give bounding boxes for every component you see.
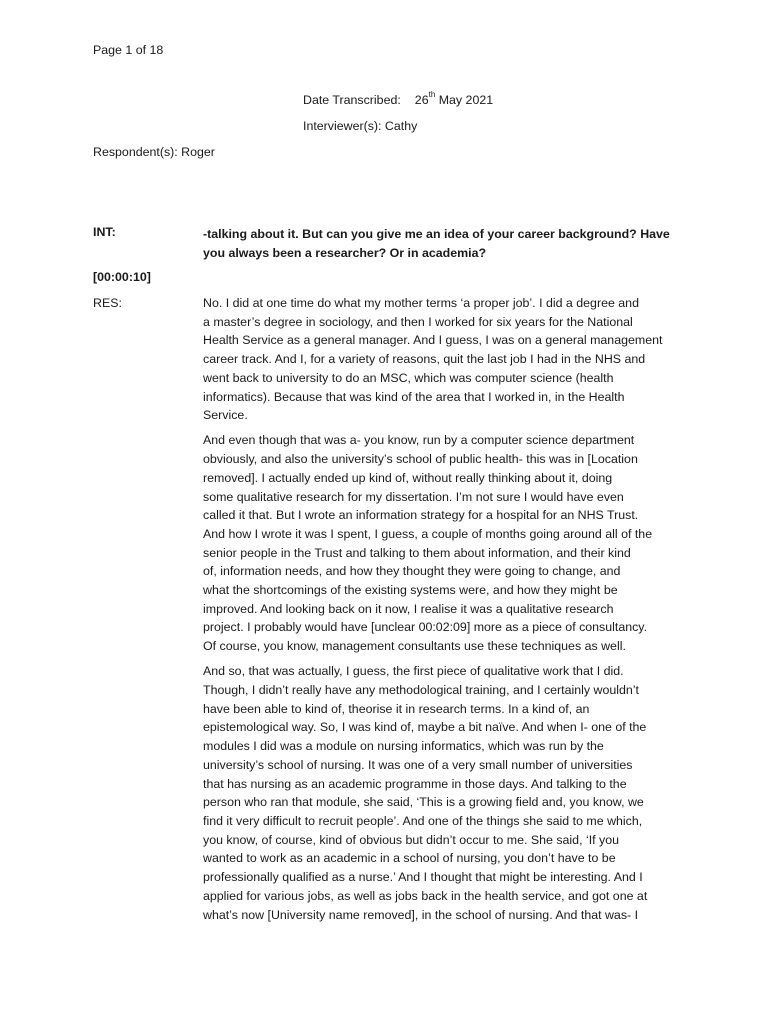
answer-line: applied for various jobs, as well as jobs back in the health service, and got one at bbox=[203, 888, 648, 903]
answer-line: wanted to work as an academic in a school of nursing, you don’t have to be bbox=[203, 851, 616, 866]
answer-line: went back to university to do an MSC, which was computer science (health bbox=[203, 370, 614, 385]
answer-line: And how I wrote it was I spent, I guess, a couple of months going around all of the bbox=[203, 526, 653, 541]
respondent-speaker-label: RES: bbox=[93, 296, 122, 310]
answer-line: And so, that was actually, I guess, the first piece of qualitative work that I did. bbox=[203, 664, 624, 679]
answer-line: Of course, you know, management consultants use these techniques as well. bbox=[203, 639, 626, 654]
answer-line: obviously, and also the university’s school of public health- this was in [Location bbox=[203, 452, 638, 467]
answer-line: modules I did was a module on nursing informatics, which was run by the bbox=[203, 739, 604, 754]
answer-paragraph bbox=[203, 294, 678, 425]
question-line: you always been a researcher? Or in academia? bbox=[203, 245, 487, 260]
interviewer: Interviewer(s): Cathy bbox=[303, 119, 418, 133]
interviewer-question bbox=[203, 225, 678, 262]
answer-paragraph bbox=[203, 662, 678, 924]
answer-line: Though, I didn’t really have any methodological training, and I certainly wouldn’t bbox=[203, 683, 639, 698]
date-day: 26 bbox=[414, 93, 429, 107]
answer-line: called it that. But I wrote an information strategy for a hospital for an NHS Trust. bbox=[203, 508, 639, 523]
answer-line: And even though that was a- you know, run by a computer science department bbox=[203, 433, 635, 448]
answer-line: No. I did at one time do what my mother terms ‘a proper job’. I did a degree and bbox=[203, 296, 639, 310]
date-rest: May 2021 bbox=[435, 93, 494, 107]
answer-line: university’s school of nursing. It was one of a very small number of universities bbox=[203, 757, 633, 772]
answer-line: what’s now [University name removed], in the school of nursing. And that was- I bbox=[203, 907, 639, 922]
answer-line: have been able to kind of, theorise it in research terms. In a kind of, an bbox=[203, 701, 590, 716]
answer-line: person who ran that module, she said, ‘This is a growing field and, you know, we bbox=[203, 795, 644, 810]
date-label: Date Transcribed: bbox=[303, 93, 401, 107]
answer-line: find it very difficult to recruit people’. And one of the things she said to me which, bbox=[203, 813, 643, 828]
answer-line: of, information needs, and how they thought they were going to change, and bbox=[203, 564, 621, 579]
page-number: Page 1 of 18 bbox=[93, 43, 164, 57]
answer-line: professionally qualified as a nurse.’ And I thought that might be interesting. And I bbox=[203, 870, 643, 885]
answer-line: a master’s degree in sociology, and then I worked for six years for the National bbox=[203, 314, 633, 329]
answer-paragraph bbox=[203, 431, 678, 655]
answer-line: informatics). Because that was kind of the area that I worked in, in the Health bbox=[203, 389, 625, 404]
question-line: -talking about it. But can you give me an idea of your career background? Have bbox=[203, 227, 670, 241]
answer-line: what the shortcomings of the existing systems were, and how they might be bbox=[203, 583, 618, 598]
answer-line: you know, of course, kind of obvious but didn’t occur to me. She said, ‘If you bbox=[203, 832, 620, 847]
answer-line: removed]. I actually ended up kind of, without really thinking about it, doing bbox=[203, 470, 613, 485]
date-suffix: th bbox=[428, 90, 436, 99]
date-transcribed bbox=[303, 90, 494, 107]
answer-line: senior people in the Trust and talking to them about information, and their kind bbox=[203, 545, 631, 560]
answer-line: some qualitative research for my dissertation. I’m not sure I would have even bbox=[203, 489, 624, 504]
answer-line: improved. And looking back on it now, I realise it was a qualitative research bbox=[203, 601, 614, 616]
answer-line: project. I probably would have [unclear 00:02:09] more as a piece of consultancy. bbox=[203, 620, 648, 635]
respondent-answer bbox=[203, 294, 678, 931]
interviewer-speaker-label: INT: bbox=[93, 225, 116, 239]
answer-line: epistemological way. So, I was kind of, maybe a bit naïve. And when I- one of the bbox=[203, 720, 647, 735]
respondent: Respondent(s): Roger bbox=[93, 145, 215, 159]
answer-line: Service. bbox=[203, 408, 248, 423]
answer-line: Health Service as a general manager. And I guess, I was on a general management bbox=[203, 333, 663, 348]
answer-line: career track. And I, for a variety of reasons, quit the last job I had in the NHS and bbox=[203, 352, 646, 367]
answer-line: that has nursing as an academic programme in those days. And talking to the bbox=[203, 776, 627, 791]
timestamp: [00:00:10] bbox=[93, 270, 151, 284]
